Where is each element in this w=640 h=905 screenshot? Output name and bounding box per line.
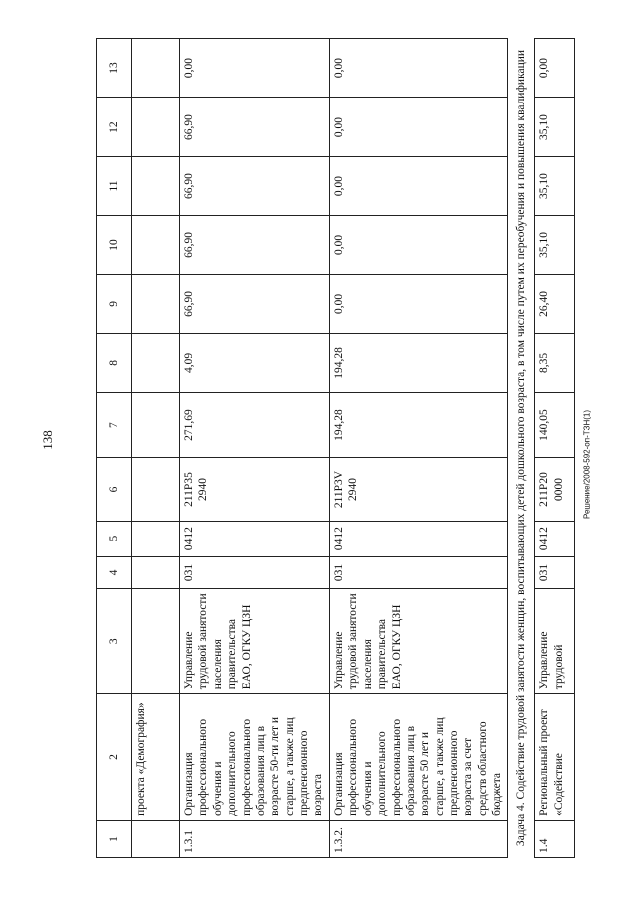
value-year: 0,00: [330, 157, 508, 216]
document-footer: Решение/2008-592-оп-TЗН(1): [582, 409, 592, 520]
value-year: 0,00: [330, 274, 508, 333]
header-cell: 9: [97, 274, 132, 333]
code-target: 211P35 2940: [180, 458, 330, 521]
value-year: 66,90: [180, 98, 330, 157]
table-row: [330, 39, 508, 858]
executor: Управление трудовой занятости населения правительства ЕАО, ОГКУ ЦЗН: [180, 589, 330, 694]
table-row: [180, 39, 330, 858]
code-grbs: 031: [180, 556, 330, 589]
value-year: 66,90: [180, 274, 330, 333]
header-cell: 6: [97, 458, 132, 521]
executor: Управление трудовой занятости населения правительства ЕАО, ОГКУ ЦЗН: [330, 589, 508, 694]
value-year: 0,00: [180, 39, 330, 98]
value-year: 35,10: [535, 98, 575, 157]
rotated-table-area: [96, 38, 606, 858]
header-cell: 8: [97, 333, 132, 392]
code-section: 0412: [180, 521, 330, 556]
header-row: [97, 39, 132, 858]
value-total: 140,05: [535, 392, 575, 458]
row-number: 1.3.1: [180, 820, 330, 857]
header-cell: 1: [97, 820, 132, 857]
header-cell: 2: [97, 694, 132, 821]
header-cell: 11: [97, 157, 132, 216]
header-cell: 13: [97, 39, 132, 98]
code-section: 0412: [535, 521, 575, 556]
value-year: 194,28: [330, 333, 508, 392]
header-cell: 12: [97, 98, 132, 157]
row-number: 1.3.2.: [330, 820, 508, 857]
value-year: 0,00: [330, 215, 508, 274]
value-year: 26,40: [535, 274, 575, 333]
value-year: 8,35: [535, 333, 575, 392]
continuation-text: проекта «Демография»: [132, 694, 180, 821]
value-year: 66,90: [180, 157, 330, 216]
value-year: 35,10: [535, 157, 575, 216]
code-target: 211P3V 2940: [330, 458, 508, 521]
value-year: 0,00: [535, 39, 575, 98]
activity-name: Организация профессионального обучения и дополнительного профессионального образования лиц в возрасте 50 лет и старше, а также лиц предпенсионного возраста за счет средств областного бюджета: [330, 694, 508, 821]
value-year: 4,09: [180, 333, 330, 392]
header-cell: 4: [97, 556, 132, 589]
code-grbs: 031: [330, 556, 508, 589]
table-container: [96, 38, 606, 858]
code-grbs: 031: [535, 556, 575, 589]
code-section: 0412: [330, 521, 508, 556]
value-total: 271,69: [180, 392, 330, 458]
program-table: [96, 38, 575, 858]
value-year: 0,00: [330, 98, 508, 157]
header-cell: 5: [97, 521, 132, 556]
code-target: 211P20 0000: [535, 458, 575, 521]
continuation-row: [132, 39, 180, 858]
value-year: 66,90: [180, 215, 330, 274]
value-year: 0,00: [330, 39, 508, 98]
value-year: 35,10: [535, 215, 575, 274]
executor: Управление трудовой: [535, 589, 575, 694]
row-number: 1.4: [535, 820, 575, 857]
header-cell: 7: [97, 392, 132, 458]
task-row: [508, 39, 535, 858]
activity-name: Региональный проект «Содействие: [535, 694, 575, 821]
activity-name: Организация профессионального обучения и дополнительного профессионального образования лиц в возрасте 50-ти лет и старше, а также лиц предпенсионного возраста: [180, 694, 330, 821]
value-total: 194,28: [330, 392, 508, 458]
table-row: [535, 39, 575, 858]
header-cell: 3: [97, 589, 132, 694]
header-cell: 10: [97, 215, 132, 274]
page-number: 138: [40, 430, 55, 450]
task-heading: Задача 4. Содействие трудовой занятости женщин, воспитывающих детей дошкольного возраста, в том числе путем их переобучения и повышения квалификации: [508, 39, 535, 858]
